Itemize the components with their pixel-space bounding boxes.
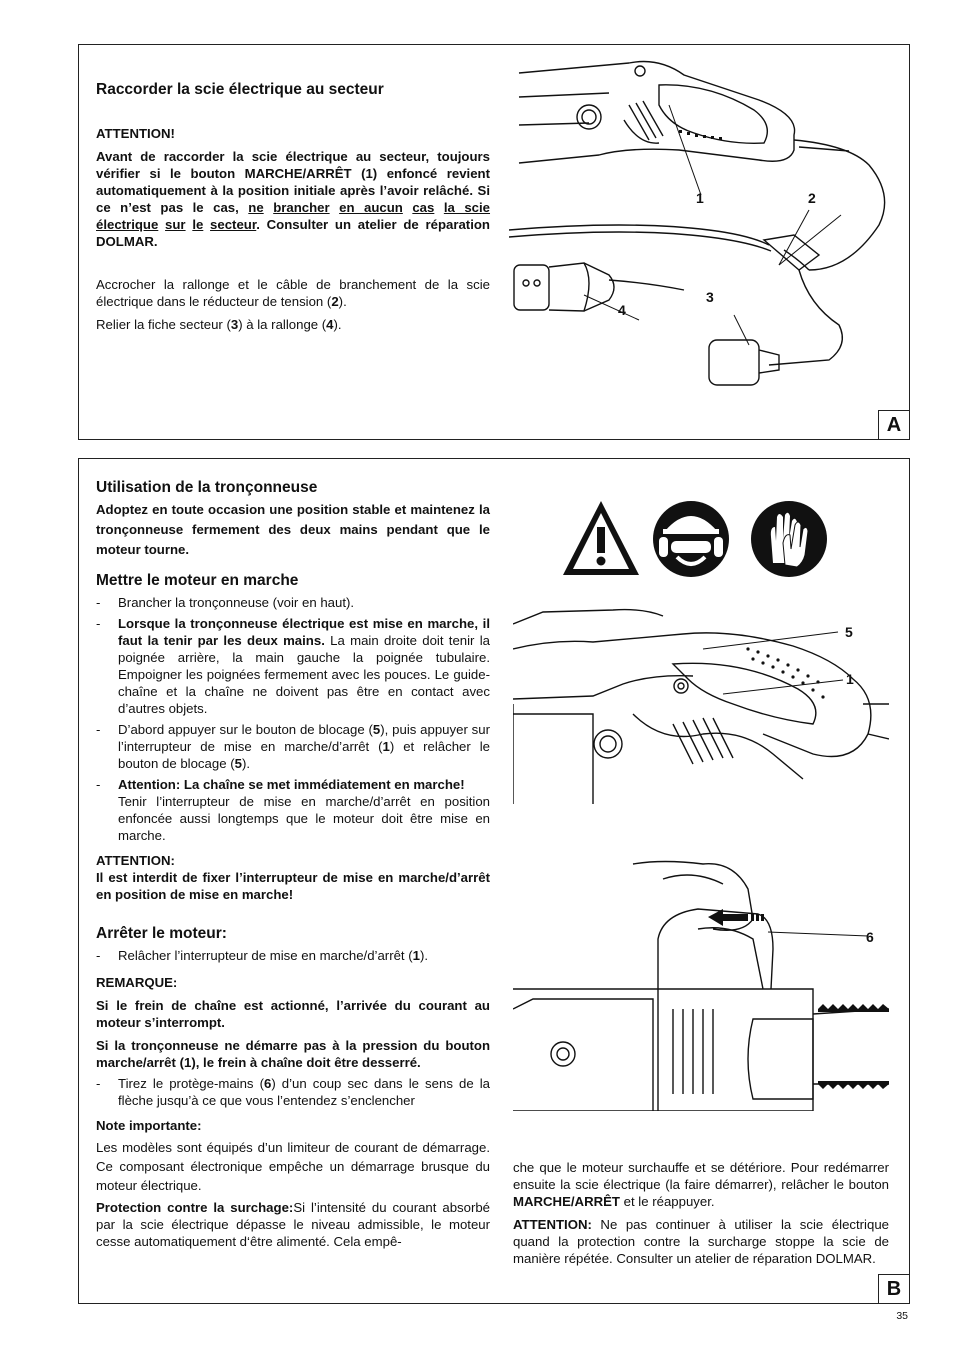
use-text: Adoptez en toute occasion une position stable et maintenez la tronçonneuse fermement des deux mains pendant que le moteur tourne.	[96, 502, 490, 557]
text: Accrocher la rallonge et le câble de branchement de la scie électrique dans le réducteur de tension (	[96, 277, 490, 309]
ref-number: 1	[183, 1055, 192, 1070]
u-word: électrique	[96, 217, 159, 232]
callout-4: 4	[618, 302, 626, 318]
section-b-label: B	[878, 1274, 909, 1303]
text: Si la tronçonneuse ne démarre pas à la pression du bouton marche/arrêt (	[96, 1038, 490, 1070]
text: et le réappuyer.	[619, 1194, 715, 1209]
overload-part-1: Si l’intensité du courant absorbé par la scie électrique dépasse le niveau admissible, le moteur cesse automatiquement d‘être alimenté. Cela empê-	[96, 1200, 491, 1249]
remark-1: Si le frein de chaîne est actionné, l’arrivée du courant au moteur s’interrompt.	[96, 998, 490, 1030]
u-word: cas	[412, 200, 435, 215]
u-word: brancher	[273, 200, 330, 215]
note-text: Les modèles sont équipés d’un limiteur de courant de démarrage. Ce composant électronique empêche un démarrage brusque du moteur électrique.	[96, 1140, 490, 1193]
section-b-panel	[78, 458, 910, 1304]
text: ).	[420, 948, 429, 963]
text: La main droite doit tenir la poignée arrière, la main gauche la poignée tubulaire. Empoigner les poignées fermement avec les pouces. Le guide-chaîne et la chaîne ne doivent pas être en contact avec d’autres objets.	[118, 633, 490, 716]
callout-1b: 1	[846, 671, 854, 687]
text: Tirez le protège-mains (	[118, 1076, 264, 1091]
text: Protection contre la surchage:	[96, 1200, 294, 1215]
remark-2	[96, 1037, 490, 1071]
list-item	[96, 721, 490, 772]
heading-stop: Arrêter le moteur:	[96, 925, 227, 942]
saw-handle-illustration	[513, 604, 889, 809]
list-item	[96, 594, 490, 611]
text: Relier la fiche secteur (	[96, 317, 231, 332]
text: ).	[338, 294, 347, 309]
callout-3: 3	[706, 289, 714, 305]
attention-text-2: . Consulter un atelier de réparation DOLMAR.	[96, 217, 490, 249]
ref-number: 6	[263, 1076, 272, 1091]
u-word: le	[192, 217, 204, 232]
ref-number: 4	[326, 317, 334, 332]
u-word: secteur	[210, 217, 257, 232]
text: ATTENTION:	[513, 1217, 592, 1232]
note-title: Note importante:	[96, 1118, 202, 1133]
para-hook-cable	[96, 276, 490, 310]
text: ), puis appuyer sur l’interrupteur de mise en marche/d’arrêt (	[118, 722, 490, 754]
ref-number: 2	[331, 294, 339, 309]
text: Tenir l’interrupteur de mise en marche/d’arrêt en position enfoncée aussi longtemps que le moteur doit être mise en marche.	[118, 794, 490, 843]
ref-number: 5	[234, 756, 242, 771]
warning-triangle-icon	[563, 501, 639, 575]
overload-text-right	[513, 1159, 889, 1210]
attention-title: ATTENTION!	[96, 126, 175, 141]
cable-connection-illustration	[509, 55, 907, 400]
text: ) d’un coup sec dans le sens de la flèche jusqu’à ce que vous l’entendez s’enclencher	[118, 1076, 490, 1108]
text: ).	[241, 756, 250, 771]
overload-text-left	[96, 1199, 490, 1250]
attention-text-1: Avant de raccorder la scie électrique au secteur, toujours vérifier si le bouton MARCHE/ARRÊT (1) enfoncé revient automatiquement à la position initiale après l’avoir relâché. Si ce n’est pas le cas,	[96, 149, 490, 215]
section-a-heading: Raccorder la scie électrique au secteur	[96, 81, 384, 98]
heading-use: Utilisation de la tronçonneuse	[96, 479, 318, 496]
section-a-panel	[78, 44, 910, 440]
remark-list	[96, 1075, 490, 1109]
overload-part-2: che que le moteur surchauffe et se détériore. Pour redémarrer ensuite la scie électrique (la faire démarrer), relâcher le bouton	[513, 1160, 889, 1192]
gloves-icon	[751, 501, 827, 577]
callout-6: 6	[866, 929, 874, 945]
text: MARCHE/ARRÊT	[513, 1194, 620, 1209]
list-item	[96, 776, 490, 844]
list-item	[96, 1075, 490, 1109]
callout-5: 5	[845, 624, 853, 640]
attention-text	[96, 148, 490, 250]
u-word: sur	[165, 217, 186, 232]
attention2-text: Il est interdit de fixer l’interrupteur de mise en marche/d’arrêt en position de mise en marche!	[96, 870, 490, 902]
text: Relâcher l’interrupteur de mise en marche/d’arrêt (	[118, 948, 413, 963]
callout-2: 2	[808, 190, 816, 206]
u-word: la scie	[443, 200, 491, 215]
text: ) à la rallonge (	[238, 317, 327, 332]
remark-title: REMARQUE:	[96, 975, 178, 990]
stop-list	[96, 947, 490, 964]
callout-1: 1	[696, 190, 704, 206]
section-b-right-column	[513, 1159, 889, 1267]
u-word: en aucun	[339, 200, 403, 215]
list-item	[96, 947, 490, 964]
page-number: 35	[896, 1310, 908, 1322]
chain-brake-illustration	[513, 859, 889, 1111]
attention3	[513, 1216, 889, 1267]
ref-number: 1	[412, 948, 420, 963]
list-item	[96, 615, 490, 717]
text: Attention: La chaîne se met immédiatement en marche!	[118, 777, 465, 792]
section-a-text	[96, 81, 490, 333]
heading-start: Mettre le moteur en marche	[96, 572, 299, 589]
text: Ne pas continuer à utiliser la scie électrique quand la protection contre la surcharge stoppe la scie de manière répétée. Consulter un atelier de réparation DOLMAR.	[513, 1217, 889, 1266]
attention2-title: ATTENTION:	[96, 853, 175, 868]
safety-icons	[559, 497, 839, 582]
text: ).	[333, 317, 342, 332]
para-connect-plug	[96, 316, 490, 333]
helmet-ear-eye-protection-icon	[653, 501, 729, 577]
ref-number: 1	[382, 739, 390, 754]
section-b-left-column	[96, 479, 490, 1250]
text: D’abord appuyer sur le bouton de blocage (	[118, 722, 373, 737]
text: Lorsque la tronçonneuse électrique est mise en marche, il faut la tenir par les deux mains.	[118, 616, 490, 648]
section-a-label: A	[878, 410, 909, 439]
text: Brancher la tronçonneuse (voir en haut).	[118, 595, 355, 610]
start-list	[96, 594, 490, 844]
text: ), le frein à chaîne doit être desserré.	[191, 1055, 421, 1070]
u-word: ne	[248, 200, 264, 215]
ref-number: 3	[230, 317, 239, 332]
ref-number: 5	[372, 722, 381, 737]
text: ) et relâcher le bouton de blocage (	[118, 739, 490, 771]
